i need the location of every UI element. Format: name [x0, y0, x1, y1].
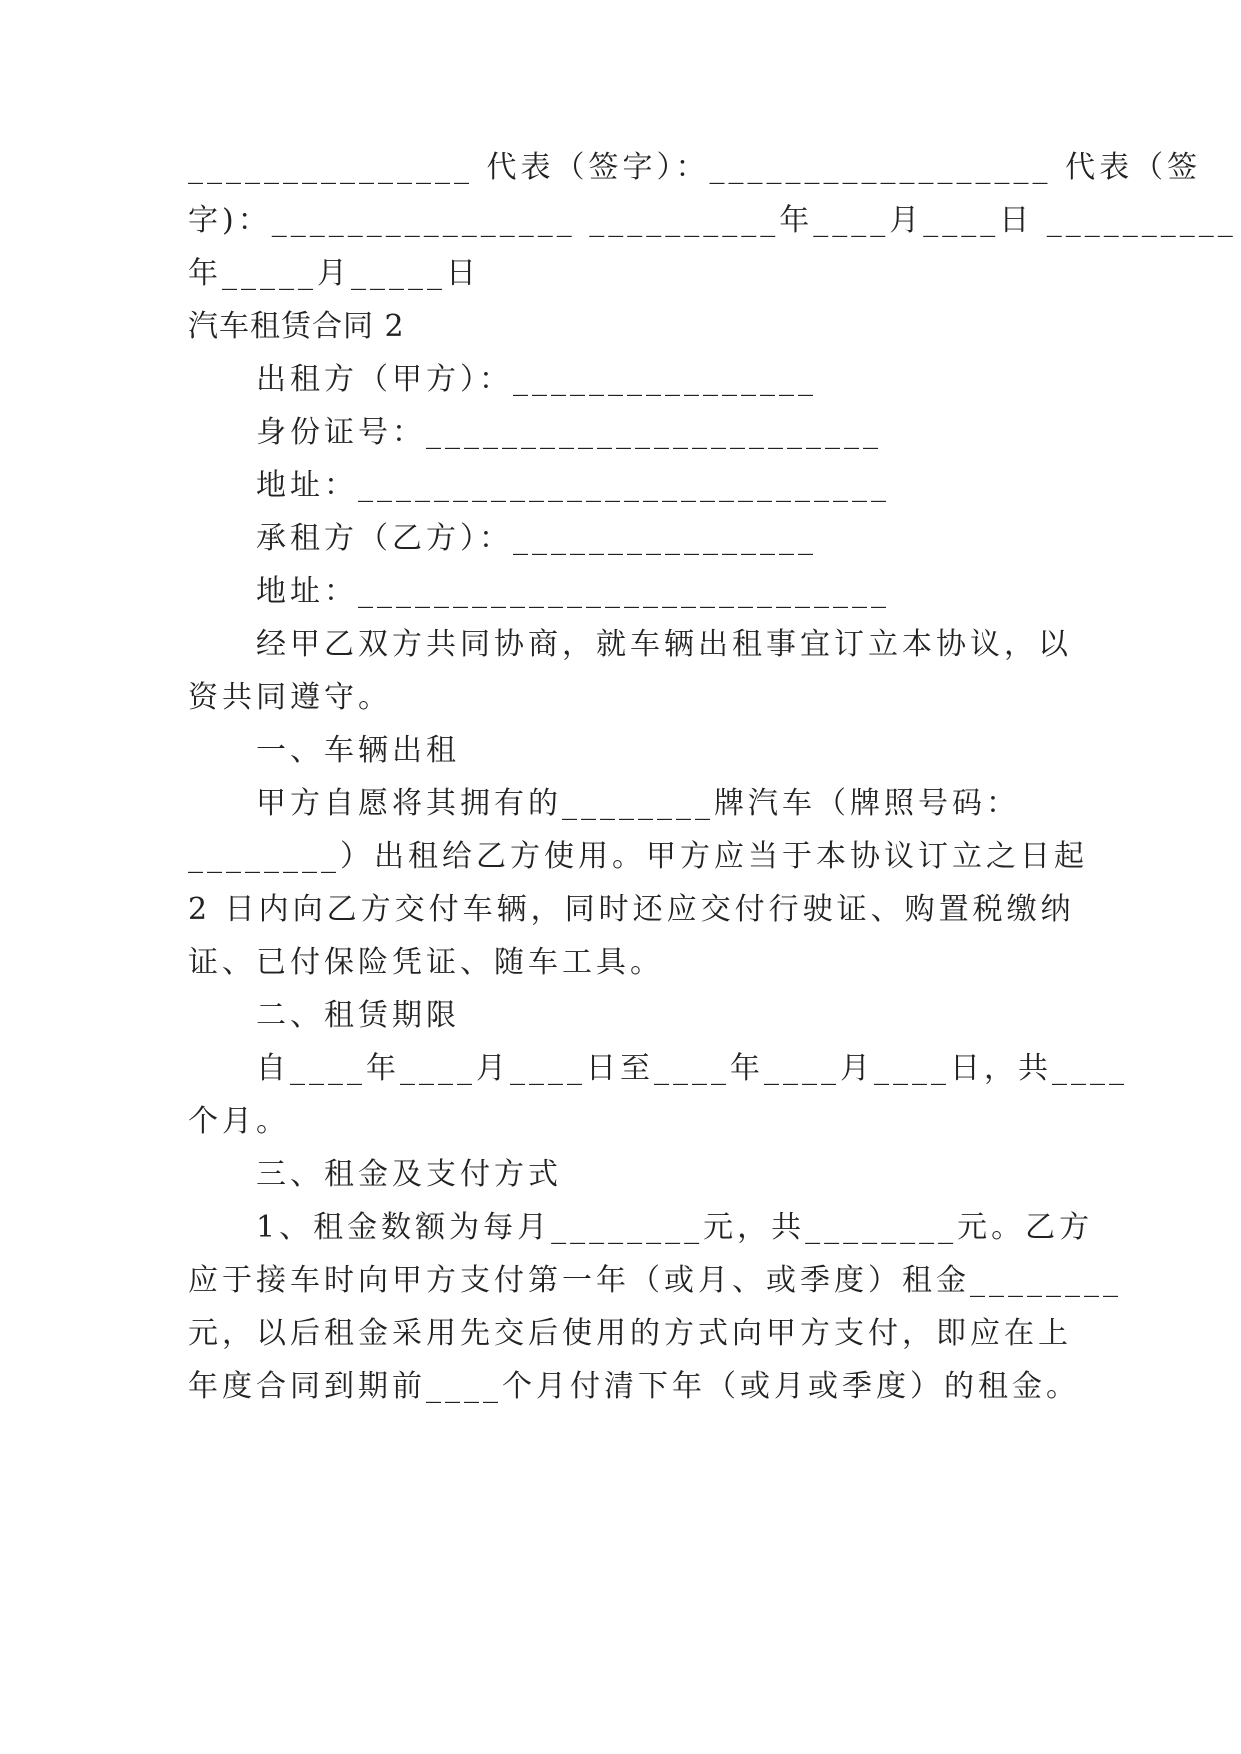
- clause-line: 证、已付保险凭证、随车工具。: [188, 945, 664, 980]
- clause-line: 2 日内向乙方交付车辆，同时还应交付行驶证、购置税缴纳: [188, 892, 1075, 927]
- lessee-field: 承租方（乙方）：________________: [256, 521, 817, 556]
- lessee-address-field: 地址：____________________________: [256, 574, 890, 609]
- contract-title: 汽车租赁合同 2: [188, 309, 405, 344]
- clause-line: 自____年____月____日至____年____月____日，共____: [256, 1051, 1128, 1086]
- signature-line: _______________ 代表（签字）：__________________ 代表（签: [188, 150, 1202, 185]
- agreement-intro-continuation: 资共同遵守。: [188, 680, 392, 715]
- id-number-field: 身份证号：________________________: [256, 415, 882, 450]
- agreement-intro-line: 经甲乙双方共同协商，就车辆出租事宜订立本协议，以: [256, 627, 1072, 662]
- section-heading: 二、租赁期限: [256, 998, 460, 1033]
- section-heading: 一、车辆出租: [256, 733, 460, 768]
- clause-line: 应于接车时向甲方支付第一年（或月、或季度）租金________: [188, 1263, 1122, 1298]
- clause-line: 个月。: [188, 1104, 290, 1139]
- clause-line: 甲方自愿将其拥有的________牌汽车（牌照号码：: [256, 786, 1020, 821]
- section-heading: 三、租金及支付方式: [256, 1157, 562, 1192]
- signature-date-line: 字)：________________ __________年____月____日 __________: [188, 203, 1237, 238]
- clause-line: ________）出租给乙方使用。甲方应当于本协议订立之日起: [188, 839, 1088, 874]
- clause-line: 年度合同到期前____个月付清下年（或月或季度）的租金。: [188, 1369, 1080, 1404]
- date-line: 年_____月_____日: [188, 256, 480, 291]
- clause-line: 1、租金数额为每月________元，共________元。乙方: [256, 1210, 1094, 1245]
- lessor-address-field: 地址：____________________________: [256, 468, 890, 503]
- lessor-field: 出租方（甲方）：________________: [256, 362, 817, 397]
- clause-line: 元，以后租金采用先交后使用的方式向甲方支付，即应在上: [188, 1316, 1072, 1351]
